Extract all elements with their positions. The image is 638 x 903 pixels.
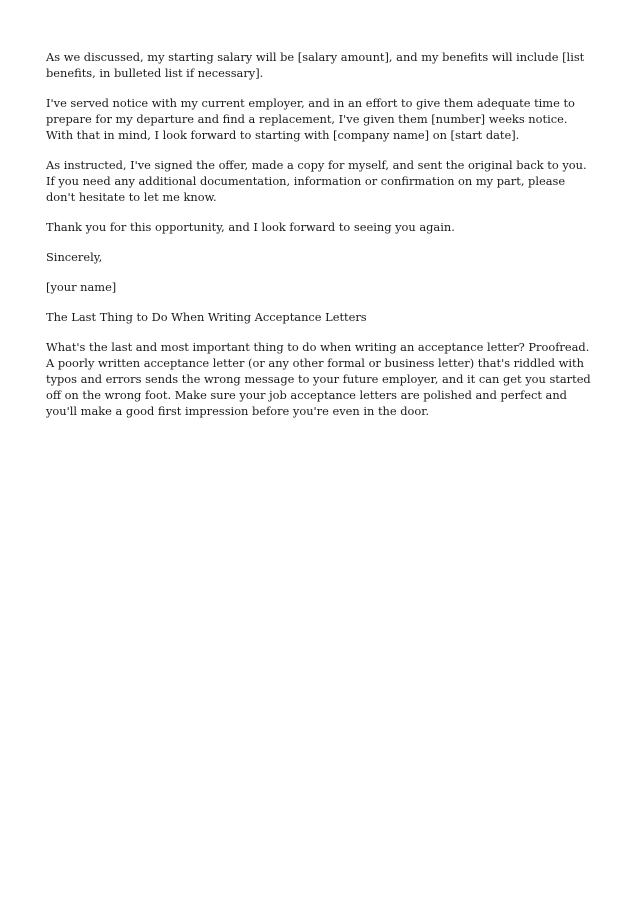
- document-body: [46, 49, 596, 433]
- closing-salutation: Sincerely,: [46, 250, 103, 264]
- signature-name: [your name]: [46, 280, 117, 294]
- paragraph-signed-offer: As instructed, I've signed the offer, made a copy for myself, and sent the original back to you. If you need any additional documentation, information or confirmation on my part, please don't hesitate to let me know.: [46, 158, 587, 204]
- section-heading: The Last Thing to Do When Writing Acceptance Letters: [46, 310, 367, 324]
- paragraph-salary-benefits: As we discussed, my starting salary will be [salary amount], and my benefits will include [list benefits, in bulleted list if necessary].: [46, 50, 585, 80]
- paragraph-thank-you: Thank you for this opportunity, and I look forward to seeing you again.: [46, 220, 455, 234]
- paragraph-proofread: What's the last and most important thing to do when writing an acceptance letter? Proofread. A poorly written acceptance letter (or any other formal or business letter) that's riddled with typos and errors sends the wrong message to your future employer, and it can get you started off on the wrong foot. Make sure your job acceptance letters are polished and perfect and you'll make a good first impression before you're even in the door.: [46, 340, 591, 418]
- paragraph-notice-given: I've served notice with my current employer, and in an effort to give them adequate time to prepare for my departure and find a replacement, I've given them [number] weeks notice. With that in mind, I look forward to starting with [company name] on [start date].: [46, 96, 575, 142]
